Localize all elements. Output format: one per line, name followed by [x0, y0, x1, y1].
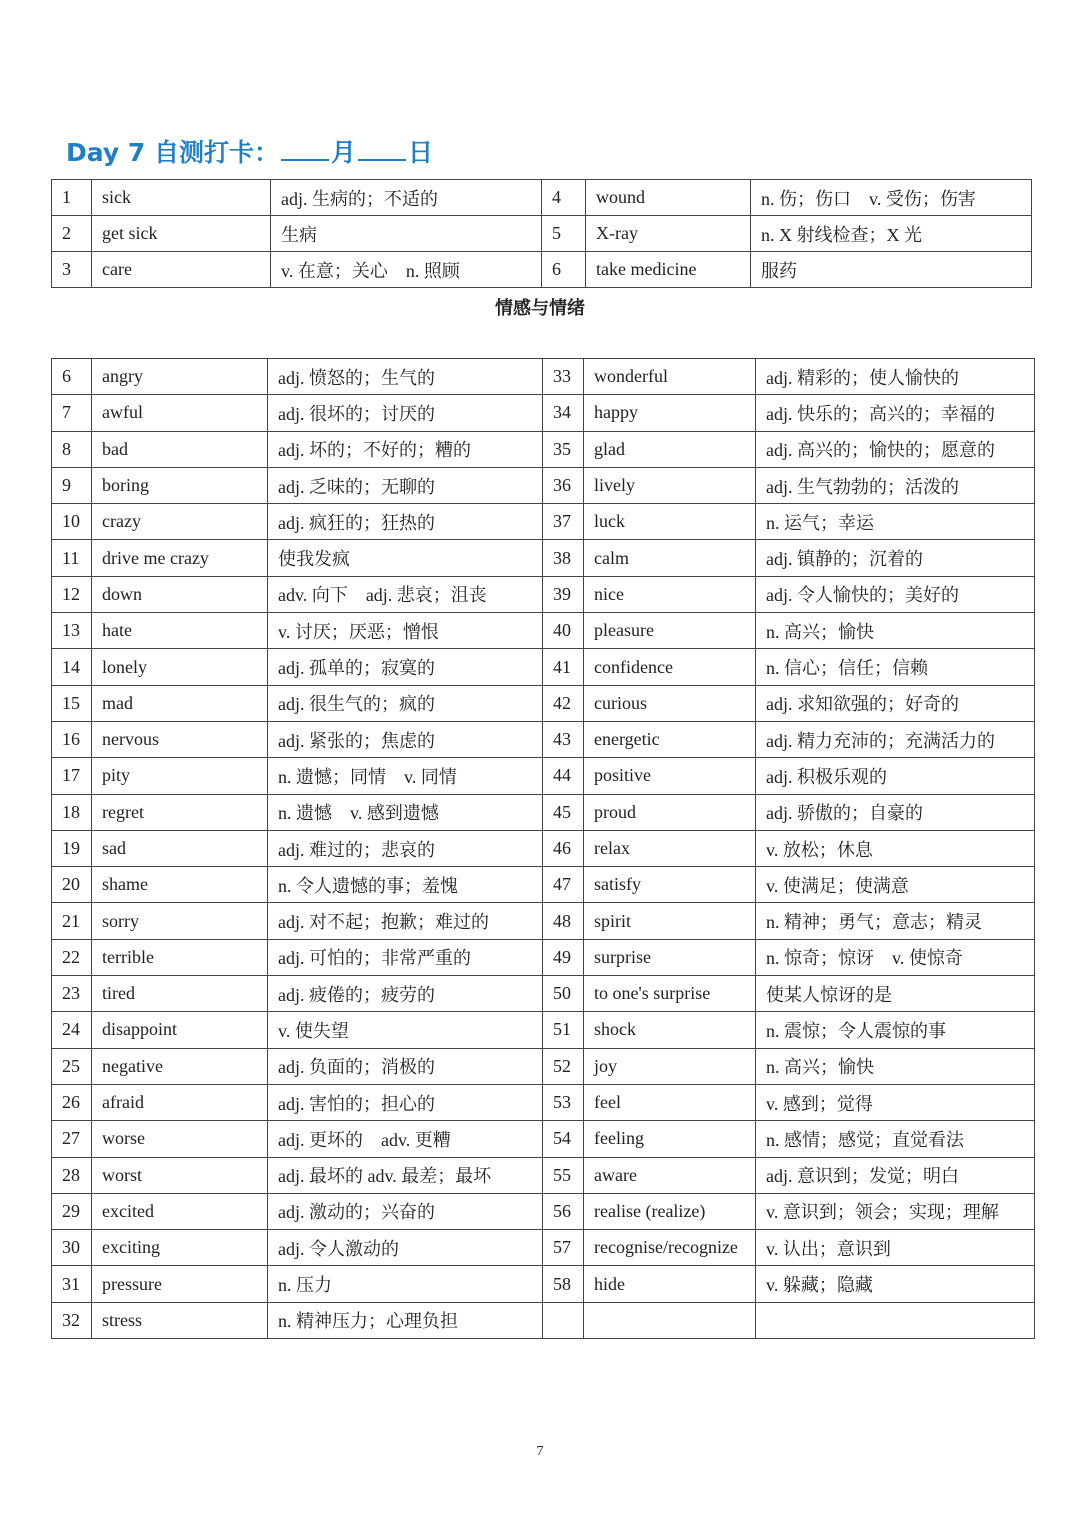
entry-definition: n. 高兴；愉快 — [756, 613, 1035, 649]
entry-word: hate — [92, 613, 268, 649]
entry-number: 19 — [52, 830, 92, 866]
entry-word: confidence — [584, 649, 756, 685]
entry-definition — [756, 1302, 1035, 1338]
entry-word: positive — [584, 758, 756, 794]
entry-definition: adj. 快乐的；高兴的；幸福的 — [756, 395, 1035, 431]
entry-number: 26 — [52, 1084, 92, 1120]
entry-word: surprise — [584, 939, 756, 975]
entry-number: 45 — [543, 794, 584, 830]
page-number: 7 — [536, 1444, 544, 1459]
entry-number: 6 — [52, 359, 92, 395]
entry-definition: adj. 紧张的；焦虑的 — [268, 721, 543, 757]
table-row — [52, 576, 1035, 612]
entry-word: realise (realize) — [584, 1193, 756, 1229]
entry-definition: v. 使失望 — [268, 1012, 543, 1048]
entry-definition: adj. 孤单的；寂寞的 — [268, 649, 543, 685]
entry-number: 18 — [52, 794, 92, 830]
entry-number: 32 — [52, 1302, 92, 1338]
entry-definition: adj. 疯狂的；狂热的 — [268, 504, 543, 540]
entry-definition: adj. 疲倦的；疲劳的 — [268, 976, 543, 1012]
entry-definition: v. 意识到；领会；实现；理解 — [756, 1193, 1035, 1229]
entry-number: 9 — [52, 467, 92, 503]
entry-number: 42 — [543, 685, 584, 721]
entry-definition: 服药 — [751, 252, 1032, 288]
entry-definition: adj. 愤怒的；生气的 — [268, 359, 543, 395]
entry-number: 5 — [542, 216, 586, 252]
table-row — [52, 794, 1035, 830]
table-row — [52, 180, 1032, 216]
entry-number: 31 — [52, 1266, 92, 1302]
entry-word — [584, 1302, 756, 1338]
entry-definition: v. 放松；休息 — [756, 830, 1035, 866]
table-row — [52, 431, 1035, 467]
entry-definition: n. 遗憾 v. 感到遗憾 — [268, 794, 543, 830]
entry-number: 16 — [52, 721, 92, 757]
entry-definition: adj. 坏的；不好的；糟的 — [268, 431, 543, 467]
entry-word: down — [92, 576, 268, 612]
entry-definition: adj. 积极乐观的 — [756, 758, 1035, 794]
entry-number: 15 — [52, 685, 92, 721]
entry-word: lively — [584, 467, 756, 503]
entry-word: crazy — [92, 504, 268, 540]
entry-definition: adj. 激动的；兴奋的 — [268, 1193, 543, 1229]
table-row — [52, 395, 1035, 431]
entry-word: get sick — [92, 216, 271, 252]
entry-word: negative — [92, 1048, 268, 1084]
entry-word: pressure — [92, 1266, 268, 1302]
entry-definition: adj. 求知欲强的；好奇的 — [756, 685, 1035, 721]
entry-definition: adj. 害怕的；担心的 — [268, 1084, 543, 1120]
entry-word: worse — [92, 1121, 268, 1157]
entry-word: wonderful — [584, 359, 756, 395]
table-row — [52, 867, 1035, 903]
entry-number: 28 — [52, 1157, 92, 1193]
entry-word: sorry — [92, 903, 268, 939]
entry-word: lonely — [92, 649, 268, 685]
table-row — [52, 1302, 1035, 1338]
day-blank[interactable] — [358, 137, 406, 161]
table-row — [52, 216, 1032, 252]
entry-word: pleasure — [584, 613, 756, 649]
entry-number: 43 — [543, 721, 584, 757]
entry-word: nice — [584, 576, 756, 612]
entry-word: luck — [584, 504, 756, 540]
entry-word: terrible — [92, 939, 268, 975]
entry-number: 55 — [543, 1157, 584, 1193]
entry-number: 7 — [52, 395, 92, 431]
table-row — [52, 613, 1035, 649]
table-row — [52, 1048, 1035, 1084]
table-row — [52, 1193, 1035, 1229]
entry-word: mad — [92, 685, 268, 721]
entry-word: shock — [584, 1012, 756, 1048]
entry-word: happy — [584, 395, 756, 431]
table-row — [52, 830, 1035, 866]
entry-number: 33 — [543, 359, 584, 395]
entry-number: 38 — [543, 540, 584, 576]
entry-number — [543, 1302, 584, 1338]
entry-number: 13 — [52, 613, 92, 649]
entry-definition: n. 惊奇；惊讶 v. 使惊奇 — [756, 939, 1035, 975]
entry-word: feel — [584, 1084, 756, 1120]
entry-definition: adj. 更坏的 adv. 更糟 — [268, 1121, 543, 1157]
entry-definition: n. 精神压力；心理负担 — [268, 1302, 543, 1338]
table-row — [52, 359, 1035, 395]
entry-number: 46 — [543, 830, 584, 866]
entry-number: 14 — [52, 649, 92, 685]
entry-definition: adj. 乏味的；无聊的 — [268, 467, 543, 503]
entry-definition: adj. 生病的；不适的 — [271, 180, 542, 216]
entry-number: 12 — [52, 576, 92, 612]
table-row — [52, 467, 1035, 503]
table-row — [52, 540, 1035, 576]
entry-word: boring — [92, 467, 268, 503]
table-row — [52, 758, 1035, 794]
entry-definition: v. 讨厌；厌恶；憎恨 — [268, 613, 543, 649]
entry-definition: adj. 高兴的；愉快的；愿意的 — [756, 431, 1035, 467]
section-title: 情感与情绪 — [495, 298, 585, 319]
entry-definition: n. 感情；感觉；直觉看法 — [756, 1121, 1035, 1157]
entry-number: 3 — [52, 252, 92, 288]
table-row — [52, 1012, 1035, 1048]
entry-number: 21 — [52, 903, 92, 939]
entry-definition: adj. 可怕的；非常严重的 — [268, 939, 543, 975]
entry-number: 1 — [52, 180, 92, 216]
entry-definition: adj. 精彩的；使人愉快的 — [756, 359, 1035, 395]
entry-definition: n. 遗憾；同情 v. 同情 — [268, 758, 543, 794]
entry-number: 6 — [542, 252, 586, 288]
table-row — [52, 903, 1035, 939]
entry-word: wound — [586, 180, 751, 216]
page-title — [66, 133, 433, 169]
entry-number: 27 — [52, 1121, 92, 1157]
entry-word: energetic — [584, 721, 756, 757]
entry-number: 2 — [52, 216, 92, 252]
entry-definition: v. 感到；觉得 — [756, 1084, 1035, 1120]
vocab-table-health — [51, 179, 1032, 288]
entry-definition: adj. 意识到；发觉；明白 — [756, 1157, 1035, 1193]
entry-number: 30 — [52, 1230, 92, 1266]
entry-definition: 使我发疯 — [268, 540, 543, 576]
entry-definition: adj. 很坏的；讨厌的 — [268, 395, 543, 431]
entry-definition: v. 认出；意识到 — [756, 1230, 1035, 1266]
table-row — [52, 939, 1035, 975]
table-row — [52, 721, 1035, 757]
entry-number: 23 — [52, 976, 92, 1012]
entry-word: take medicine — [586, 252, 751, 288]
entry-number: 53 — [543, 1084, 584, 1120]
entry-definition: n. 震惊；令人震惊的事 — [756, 1012, 1035, 1048]
month-blank[interactable] — [281, 137, 329, 161]
entry-definition: 使某人惊讶的是 — [756, 976, 1035, 1012]
entry-number: 35 — [543, 431, 584, 467]
entry-number: 57 — [543, 1230, 584, 1266]
entry-definition: n. 压力 — [268, 1266, 543, 1302]
day-label: 日 — [407, 138, 433, 167]
entry-number: 34 — [543, 395, 584, 431]
entry-definition: n. X 射线检查；X 光 — [751, 216, 1032, 252]
entry-word: feeling — [584, 1121, 756, 1157]
entry-definition: v. 躲藏；隐藏 — [756, 1266, 1035, 1302]
entry-word: curious — [584, 685, 756, 721]
table-row — [52, 685, 1035, 721]
table-row — [52, 649, 1035, 685]
table-row — [52, 252, 1032, 288]
table-row — [52, 1230, 1035, 1266]
entry-definition: n. 精神；勇气；意志；精灵 — [756, 903, 1035, 939]
entry-word: excited — [92, 1193, 268, 1229]
table-row — [52, 1121, 1035, 1157]
entry-number: 58 — [543, 1266, 584, 1302]
entry-word: tired — [92, 976, 268, 1012]
entry-word: nervous — [92, 721, 268, 757]
entry-word: recognise/recognize — [584, 1230, 756, 1266]
table-row — [52, 976, 1035, 1012]
entry-definition: adj. 精力充沛的；充满活力的 — [756, 721, 1035, 757]
entry-definition: adj. 难过的；悲哀的 — [268, 830, 543, 866]
entry-definition: adj. 令人愉快的；美好的 — [756, 576, 1035, 612]
entry-number: 11 — [52, 540, 92, 576]
entry-word: shame — [92, 867, 268, 903]
entry-word: relax — [584, 830, 756, 866]
entry-definition: adj. 镇静的；沉着的 — [756, 540, 1035, 576]
entry-number: 49 — [543, 939, 584, 975]
entry-number: 36 — [543, 467, 584, 503]
entry-number: 22 — [52, 939, 92, 975]
entry-definition: v. 在意；关心 n. 照顾 — [271, 252, 542, 288]
entry-number: 8 — [52, 431, 92, 467]
entry-definition: adj. 负面的；消极的 — [268, 1048, 543, 1084]
entry-number: 41 — [543, 649, 584, 685]
entry-word: sad — [92, 830, 268, 866]
title-prefix: Day 7 自测打卡： — [66, 138, 279, 167]
entry-definition: adj. 生气勃勃的；活泼的 — [756, 467, 1035, 503]
entry-word: care — [92, 252, 271, 288]
entry-word: pity — [92, 758, 268, 794]
entry-word: X-ray — [586, 216, 751, 252]
entry-number: 25 — [52, 1048, 92, 1084]
entry-word: calm — [584, 540, 756, 576]
table-row — [52, 1266, 1035, 1302]
vocab-table-emotions — [51, 358, 1035, 1339]
entry-word: exciting — [92, 1230, 268, 1266]
entry-definition: n. 运气；幸运 — [756, 504, 1035, 540]
entry-number: 40 — [543, 613, 584, 649]
entry-definition: n. 令人遗憾的事；羞愧 — [268, 867, 543, 903]
entry-word: satisfy — [584, 867, 756, 903]
entry-number: 44 — [543, 758, 584, 794]
entry-word: awful — [92, 395, 268, 431]
entry-definition: adj. 很生气的；疯的 — [268, 685, 543, 721]
entry-word: spirit — [584, 903, 756, 939]
entry-number: 50 — [543, 976, 584, 1012]
entry-definition: v. 使满足；使满意 — [756, 867, 1035, 903]
entry-word: hide — [584, 1266, 756, 1302]
entry-number: 4 — [542, 180, 586, 216]
entry-number: 29 — [52, 1193, 92, 1229]
entry-word: worst — [92, 1157, 268, 1193]
entry-definition: adj. 令人激动的 — [268, 1230, 543, 1266]
entry-definition: adj. 最坏的 adv. 最差；最坏 — [268, 1157, 543, 1193]
entry-number: 17 — [52, 758, 92, 794]
entry-word: aware — [584, 1157, 756, 1193]
month-label: 月 — [330, 138, 356, 167]
entry-definition: n. 信心；信任；信赖 — [756, 649, 1035, 685]
entry-number: 47 — [543, 867, 584, 903]
entry-word: regret — [92, 794, 268, 830]
table-row — [52, 1084, 1035, 1120]
entry-definition: adv. 向下 adj. 悲哀；沮丧 — [268, 576, 543, 612]
entry-number: 10 — [52, 504, 92, 540]
entry-number: 24 — [52, 1012, 92, 1048]
entry-definition: adj. 对不起；抱歉；难过的 — [268, 903, 543, 939]
entry-word: angry — [92, 359, 268, 395]
entry-word: bad — [92, 431, 268, 467]
entry-word: sick — [92, 180, 271, 216]
entry-word: to one's surprise — [584, 976, 756, 1012]
entry-word: glad — [584, 431, 756, 467]
entry-word: disappoint — [92, 1012, 268, 1048]
entry-word: drive me crazy — [92, 540, 268, 576]
entry-number: 51 — [543, 1012, 584, 1048]
entry-word: stress — [92, 1302, 268, 1338]
entry-word: proud — [584, 794, 756, 830]
entry-number: 56 — [543, 1193, 584, 1229]
entry-number: 39 — [543, 576, 584, 612]
entry-definition: adj. 骄傲的；自豪的 — [756, 794, 1035, 830]
entry-number: 48 — [543, 903, 584, 939]
table-row — [52, 1157, 1035, 1193]
entry-word: afraid — [92, 1084, 268, 1120]
entry-number: 37 — [543, 504, 584, 540]
entry-definition: 生病 — [271, 216, 542, 252]
entry-number: 52 — [543, 1048, 584, 1084]
table-row — [52, 504, 1035, 540]
entry-number: 20 — [52, 867, 92, 903]
entry-definition: n. 高兴；愉快 — [756, 1048, 1035, 1084]
entry-number: 54 — [543, 1121, 584, 1157]
entry-word: joy — [584, 1048, 756, 1084]
entry-definition: n. 伤；伤口 v. 受伤；伤害 — [751, 180, 1032, 216]
